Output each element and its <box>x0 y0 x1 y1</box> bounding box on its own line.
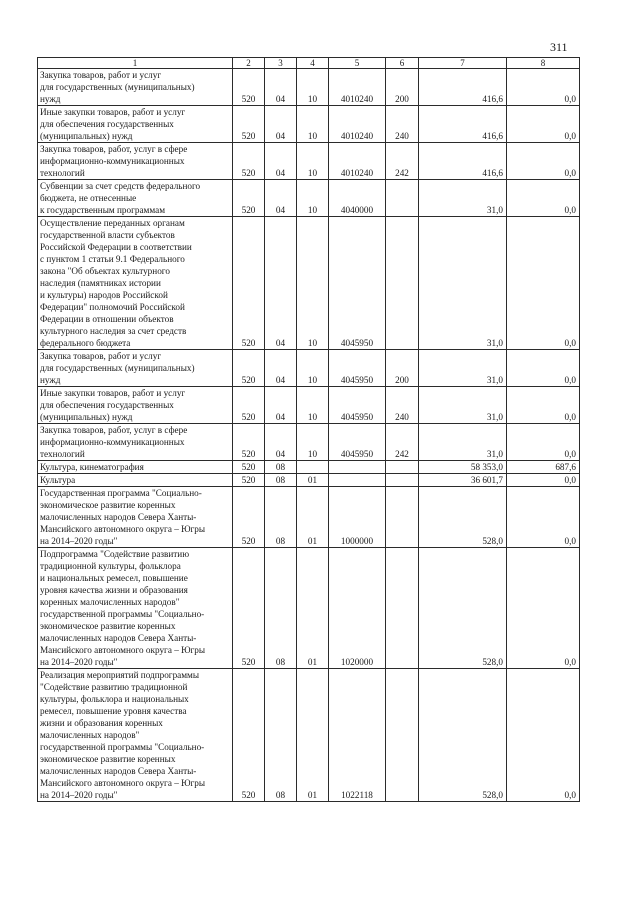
row-name: Реализация мероприятий подпрограммы "Содействие развитию традиционной культуры, фольклора и национальных ремесел, повышение уровня качества жизни и образования коренных малочисленных народов" государственной программы "Социально- экономическое развитие коренных малочисленных народов Севера Ханты- Мансийского автономного округа – Югры на 2014–2020 годы" <box>38 669 233 802</box>
row-expense-type <box>386 180 419 217</box>
row-federal-amount: 0,0 <box>507 69 580 106</box>
table-row <box>38 461 580 474</box>
row-federal-amount: 0,0 <box>507 387 580 424</box>
row-name: Культура, кинематография <box>38 461 233 474</box>
row-name: Государственная программа "Социально- экономическое развитие коренных малочисленных народов Севера Ханты- Мансийского автономного округа – Югры на 2014–2020 годы" <box>38 487 233 548</box>
row-subsection-code: 01 <box>297 548 329 669</box>
column-header-6: 6 <box>386 58 419 69</box>
budget-table-container <box>37 57 579 802</box>
table-row <box>38 350 580 387</box>
row-federal-amount: 0,0 <box>507 143 580 180</box>
column-header-2: 2 <box>233 58 265 69</box>
row-expense-type: 200 <box>386 69 419 106</box>
table-row <box>38 548 580 669</box>
page-number: 311 <box>550 40 568 54</box>
table-row <box>38 387 580 424</box>
row-federal-amount: 0,0 <box>507 424 580 461</box>
row-subsection-code: 10 <box>297 387 329 424</box>
row-amount: 31,0 <box>419 350 507 387</box>
column-header-7: 7 <box>419 58 507 69</box>
row-target-article: 1022118 <box>329 669 386 802</box>
row-amount: 416,6 <box>419 69 507 106</box>
table-body <box>38 69 580 802</box>
row-ministry-code: 520 <box>233 424 265 461</box>
row-expense-type: 240 <box>386 106 419 143</box>
row-section-code: 04 <box>265 217 297 350</box>
row-target-article: 4045950 <box>329 424 386 461</box>
row-federal-amount: 0,0 <box>507 669 580 802</box>
row-federal-amount: 687,6 <box>507 461 580 474</box>
row-target-article: 4040000 <box>329 180 386 217</box>
row-section-code: 08 <box>265 474 297 487</box>
table-row <box>38 424 580 461</box>
row-federal-amount: 0,0 <box>507 106 580 143</box>
row-section-code: 08 <box>265 487 297 548</box>
budget-table <box>37 57 580 802</box>
row-amount: 528,0 <box>419 548 507 669</box>
row-subsection-code <box>297 461 329 474</box>
column-header-1: 1 <box>38 58 233 69</box>
row-expense-type: 200 <box>386 350 419 387</box>
row-expense-type: 242 <box>386 143 419 180</box>
column-header-8: 8 <box>507 58 580 69</box>
row-amount: 31,0 <box>419 217 507 350</box>
row-amount: 31,0 <box>419 180 507 217</box>
row-target-article: 4010240 <box>329 69 386 106</box>
row-target-article <box>329 474 386 487</box>
row-target-article: 4010240 <box>329 106 386 143</box>
row-subsection-code: 01 <box>297 669 329 802</box>
row-target-article: 1000000 <box>329 487 386 548</box>
row-section-code: 04 <box>265 387 297 424</box>
row-ministry-code: 520 <box>233 217 265 350</box>
column-header-3: 3 <box>265 58 297 69</box>
row-subsection-code: 10 <box>297 180 329 217</box>
row-amount: 416,6 <box>419 106 507 143</box>
row-ministry-code: 520 <box>233 69 265 106</box>
row-amount: 528,0 <box>419 487 507 548</box>
row-section-code: 04 <box>265 143 297 180</box>
row-subsection-code: 10 <box>297 217 329 350</box>
row-subsection-code: 10 <box>297 424 329 461</box>
table-row <box>38 669 580 802</box>
table-row <box>38 487 580 548</box>
row-section-code: 08 <box>265 461 297 474</box>
table-row <box>38 106 580 143</box>
row-section-code: 04 <box>265 69 297 106</box>
row-ministry-code: 520 <box>233 387 265 424</box>
row-section-code: 04 <box>265 424 297 461</box>
row-expense-type <box>386 487 419 548</box>
row-target-article <box>329 461 386 474</box>
row-expense-type <box>386 217 419 350</box>
row-amount: 31,0 <box>419 424 507 461</box>
row-ministry-code: 520 <box>233 180 265 217</box>
row-federal-amount: 0,0 <box>507 180 580 217</box>
row-name: Культура <box>38 474 233 487</box>
row-ministry-code: 520 <box>233 350 265 387</box>
row-name: Закупка товаров, работ, услуг в сфере информационно-коммуникационных технологий <box>38 424 233 461</box>
row-expense-type <box>386 461 419 474</box>
row-name: Иные закупки товаров, работ и услуг для обеспечения государственных (муниципальных) нужд <box>38 387 233 424</box>
row-amount: 416,6 <box>419 143 507 180</box>
row-ministry-code: 520 <box>233 474 265 487</box>
column-header-4: 4 <box>297 58 329 69</box>
row-ministry-code: 520 <box>233 106 265 143</box>
column-header-5: 5 <box>329 58 386 69</box>
row-federal-amount: 0,0 <box>507 350 580 387</box>
row-expense-type: 242 <box>386 424 419 461</box>
row-name: Осуществление переданных органам государственной власти субъектов Российской Федерации в соответствии с пунктом 1 статьи 9.1 Федерального закона "Об объектах культурного наследия (памятниках истории и культуры) народов Российской Федерации" полномочий Российской Федерации в отношении объектов культурного наследия за счет средств федерального бюджета <box>38 217 233 350</box>
row-ministry-code: 520 <box>233 143 265 180</box>
row-subsection-code: 10 <box>297 106 329 143</box>
row-name: Субвенции за счет средств федерального бюджета, не отнесенные к государственным программам <box>38 180 233 217</box>
table-row <box>38 217 580 350</box>
row-amount: 58 353,0 <box>419 461 507 474</box>
row-name: Подпрограмма "Содействие развитию традиционной культуры, фольклора и национальных ремесел, повышение уровня качества жизни и образования коренных малочисленных народов" государственной программы "Социально- экономическое развитие коренных малочисленных народов Севера Ханты- Мансийского автономного округа – Югры на 2014–2020 годы" <box>38 548 233 669</box>
row-amount: 528,0 <box>419 669 507 802</box>
row-ministry-code: 520 <box>233 461 265 474</box>
header-row <box>38 58 580 69</box>
table-row <box>38 69 580 106</box>
row-expense-type <box>386 474 419 487</box>
row-federal-amount: 0,0 <box>507 548 580 669</box>
table-row <box>38 180 580 217</box>
row-section-code: 08 <box>265 548 297 669</box>
row-section-code: 04 <box>265 350 297 387</box>
row-name: Закупка товаров, работ, услуг в сфере информационно-коммуникационных технологий <box>38 143 233 180</box>
row-name: Закупка товаров, работ и услуг для государственных (муниципальных) нужд <box>38 69 233 106</box>
row-section-code: 04 <box>265 180 297 217</box>
row-subsection-code: 01 <box>297 487 329 548</box>
row-expense-type: 240 <box>386 387 419 424</box>
row-amount: 36 601,7 <box>419 474 507 487</box>
row-target-article: 4045950 <box>329 350 386 387</box>
row-subsection-code: 10 <box>297 350 329 387</box>
row-section-code: 08 <box>265 669 297 802</box>
row-name: Иные закупки товаров, работ и услуг для обеспечения государственных (муниципальных) нужд <box>38 106 233 143</box>
table-row <box>38 474 580 487</box>
row-target-article: 4010240 <box>329 143 386 180</box>
row-federal-amount: 0,0 <box>507 487 580 548</box>
row-expense-type <box>386 548 419 669</box>
row-name: Закупка товаров, работ и услуг для государственных (муниципальных) нужд <box>38 350 233 387</box>
row-ministry-code: 520 <box>233 669 265 802</box>
row-amount: 31,0 <box>419 387 507 424</box>
row-expense-type <box>386 669 419 802</box>
row-target-article: 4045950 <box>329 387 386 424</box>
row-subsection-code: 10 <box>297 69 329 106</box>
row-section-code: 04 <box>265 106 297 143</box>
row-federal-amount: 0,0 <box>507 217 580 350</box>
row-target-article: 1020000 <box>329 548 386 669</box>
row-federal-amount: 0,0 <box>507 474 580 487</box>
row-subsection-code: 10 <box>297 143 329 180</box>
row-subsection-code: 01 <box>297 474 329 487</box>
table-row <box>38 143 580 180</box>
row-target-article: 4045950 <box>329 217 386 350</box>
row-ministry-code: 520 <box>233 548 265 669</box>
row-ministry-code: 520 <box>233 487 265 548</box>
